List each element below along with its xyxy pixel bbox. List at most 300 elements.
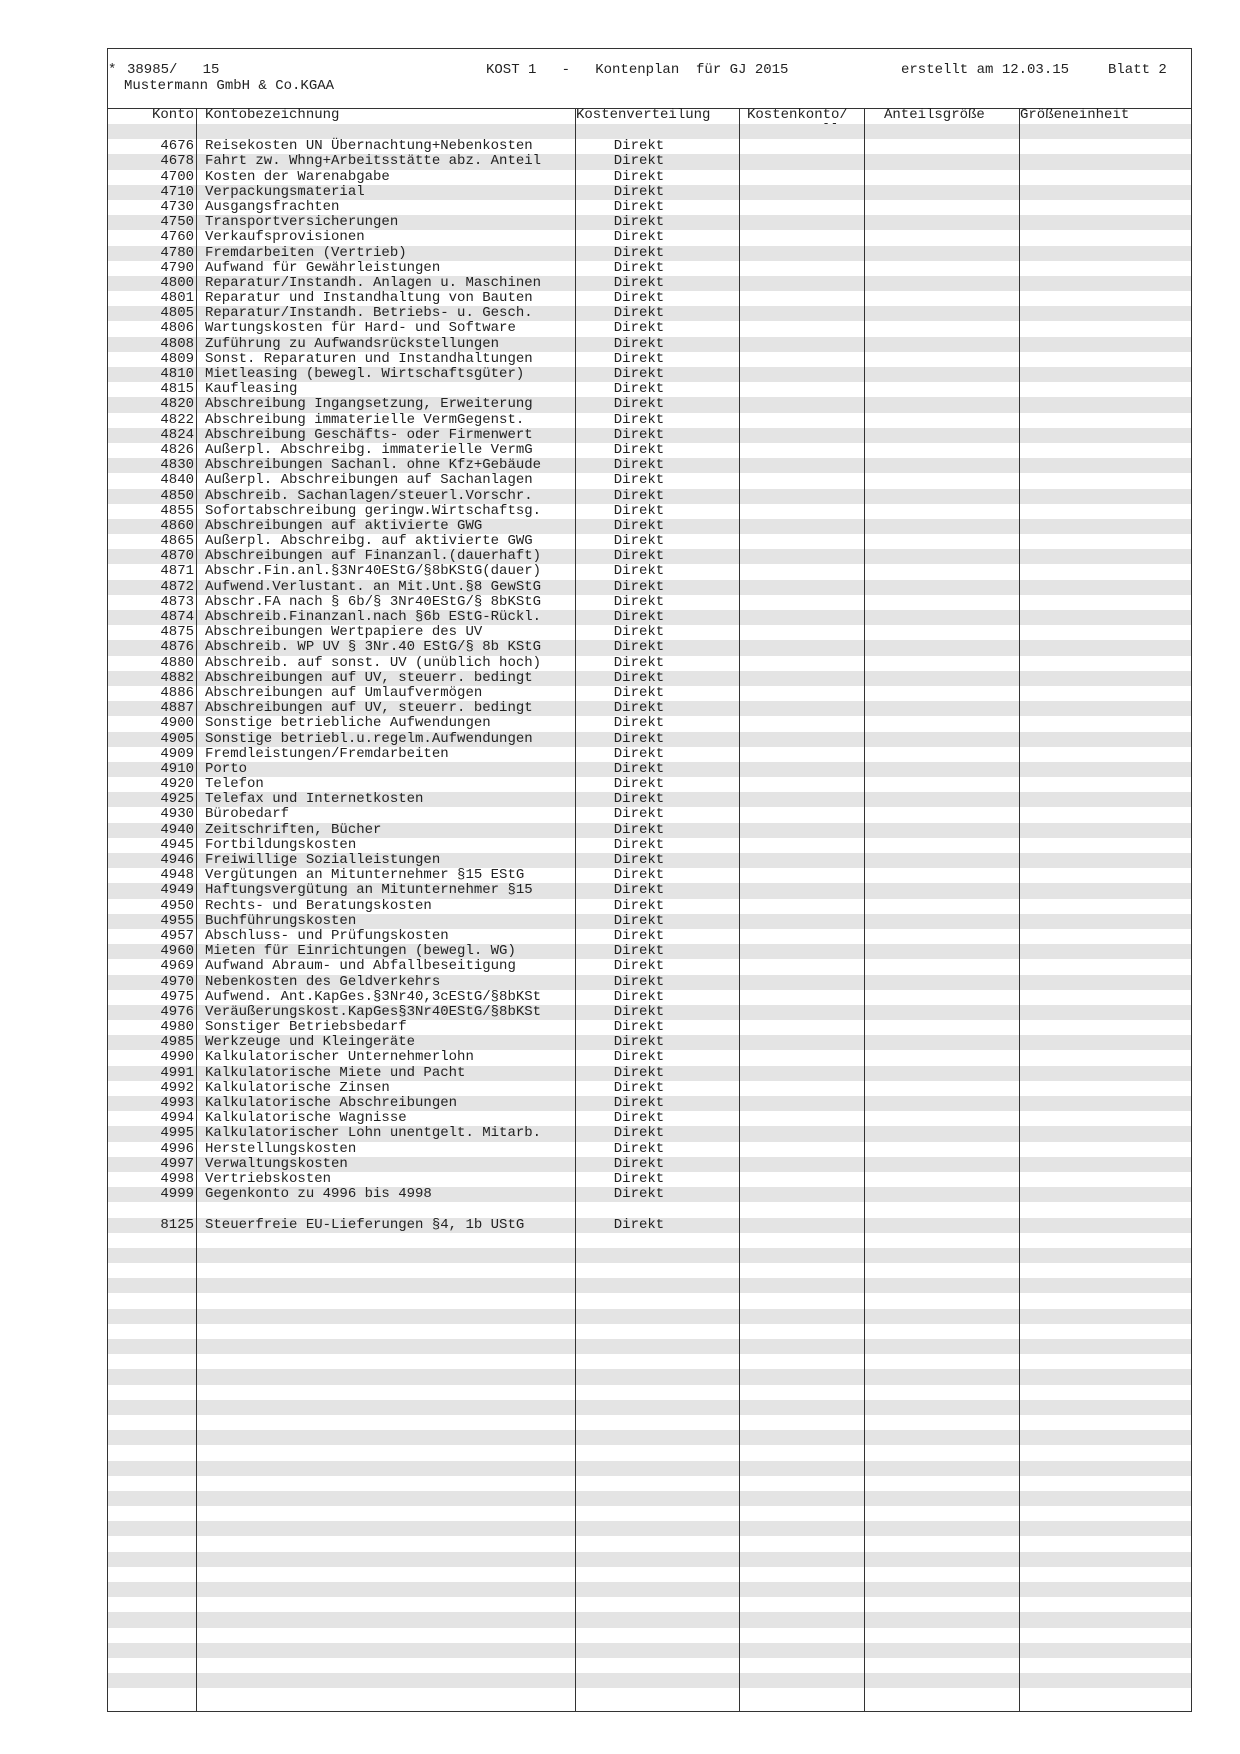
account-name: Fremdarbeiten (Vertrieb) (205, 244, 407, 261)
account-number: 4815 (160, 381, 194, 398)
table-row (108, 306, 1191, 321)
cost-distribution: Direkt (613, 1095, 665, 1111)
table-row (108, 1263, 1191, 1278)
cost-distribution: Direkt (613, 563, 665, 580)
account-name: Zeitschriften, Bücher (205, 821, 382, 838)
table-row (108, 1081, 1191, 1096)
account-name: Transportversicherungen (205, 214, 399, 231)
account-name: Abschreib. auf sonst. UV (unüblich hoch) (205, 654, 542, 671)
table-row (108, 823, 1191, 838)
account-number: 4930 (160, 806, 194, 823)
cost-distribution: Direkt (613, 1110, 665, 1127)
account-name: Vergütungen an Mitunternehmer §15 EStG (205, 867, 525, 884)
created-date: erstellt am 12.03.15 (901, 62, 1070, 78)
cost-distribution: Direkt (613, 1155, 665, 1172)
table-row (108, 580, 1191, 595)
table-row (108, 1035, 1191, 1050)
table-row (108, 261, 1191, 276)
account-table (108, 124, 1191, 1704)
table-row (108, 701, 1191, 716)
cost-distribution: Direkt (613, 1125, 665, 1142)
cost-distribution: Direkt (613, 715, 665, 732)
table-row (108, 1400, 1191, 1415)
account-name: Abschreibung Ingangsetzung, Erweiterung (205, 396, 533, 413)
account-number: 4999 (160, 1186, 194, 1203)
table-row (108, 1582, 1191, 1597)
cost-distribution: Direkt (613, 988, 665, 1005)
table-row (108, 1385, 1191, 1400)
cost-distribution: Direkt (613, 335, 665, 352)
account-name: Abschreib. Sachanlagen/steuerl.Vorschr. (205, 487, 533, 504)
cost-distribution: Direkt (613, 776, 665, 793)
account-number: 4876 (160, 639, 194, 656)
col-verteilung: Kostenverteilung (576, 107, 711, 123)
account-number: 4887 (160, 700, 194, 717)
account-name: Aufwand für Gewährleistungen (205, 259, 441, 276)
table-row (108, 1673, 1191, 1688)
table-row (108, 807, 1191, 822)
account-number: 4790 (160, 259, 194, 276)
account-number: 4871 (160, 563, 194, 580)
cost-distribution: Direkt (613, 1049, 665, 1066)
cost-distribution: Direkt (613, 669, 665, 686)
table-row (108, 1324, 1191, 1339)
account-name: Abschreibungen auf UV, steuerr. bedingt (205, 669, 533, 686)
cost-distribution: Direkt (613, 700, 665, 717)
account-number: 4976 (160, 1003, 194, 1020)
table-row (108, 534, 1191, 549)
account-number: 4950 (160, 897, 194, 914)
account-name: Abschreibungen auf aktivierte GWG (205, 517, 483, 534)
table-row (108, 1172, 1191, 1187)
cost-distribution: Direkt (613, 806, 665, 823)
cost-distribution: Direkt (613, 897, 665, 914)
table-row (108, 1597, 1191, 1612)
account-name: Abschreibungen Wertpapiere des UV (205, 624, 483, 641)
cost-distribution: Direkt (613, 1140, 665, 1157)
account-name: Abschreibung Geschäfts- oder Firmenwert (205, 426, 533, 443)
cost-distribution: Direkt (613, 654, 665, 671)
table-row (108, 853, 1191, 868)
table-row (108, 1309, 1191, 1324)
account-name: Kalkulatorische Miete und Pacht (205, 1064, 466, 1081)
table-row (108, 975, 1191, 990)
divider-konto (196, 108, 197, 1712)
account-name: Mieten für Einrichtungen (bewegl. WG) (205, 943, 516, 960)
account-number: 4909 (160, 745, 194, 762)
account-name: Außerpl. Abschreibg. immaterielle VermG (205, 441, 533, 458)
account-name: Reparatur/Instandh. Anlagen u. Maschinen (205, 274, 542, 291)
account-number: 4760 (160, 229, 194, 246)
cost-distribution: Direkt (613, 396, 665, 413)
table-row (108, 914, 1191, 929)
table-row (108, 595, 1191, 610)
cost-distribution: Direkt (613, 229, 665, 246)
cost-distribution: Direkt (613, 791, 665, 808)
cost-distribution: Direkt (613, 1216, 665, 1233)
account-name: Kaufleasing (205, 381, 298, 398)
col-konto: Konto (152, 107, 195, 123)
cost-distribution: Direkt (613, 1079, 665, 1096)
account-name: Porto (205, 760, 248, 777)
account-name: Nebenkosten des Geldverkehrs (205, 973, 441, 990)
table-row (108, 1521, 1191, 1536)
table-row (108, 1126, 1191, 1141)
table-row (108, 959, 1191, 974)
table-row (108, 397, 1191, 412)
account-name: Haftungsvergütung an Mitunternehmer §15 (205, 882, 533, 899)
account-name: Fahrt zw. Whng+Arbeitsstätte abz. Anteil (205, 153, 542, 170)
table-row (108, 1628, 1191, 1643)
table-row (108, 489, 1191, 504)
table-row (108, 1050, 1191, 1065)
account-name: Freiwillige Sozialleistungen (205, 852, 441, 868)
cost-distribution: Direkt (613, 548, 665, 565)
table-row (108, 1278, 1191, 1293)
account-name: Sofortabschreibung geringw.Wirtschaftsg. (205, 502, 542, 519)
table-row (108, 549, 1191, 564)
account-name: Buchführungskosten (205, 912, 357, 929)
account-number: 4850 (160, 487, 194, 504)
account-name: Sonstige betriebl.u.regelm.Aufwendungen (205, 730, 533, 747)
cost-distribution: Direkt (613, 153, 665, 170)
table-row (108, 185, 1191, 200)
account-name: Abschreibungen auf UV, steuerr. bedingt (205, 700, 533, 717)
account-name: Abschreib.Finanzanl.nach §6b EStG-Rückl. (205, 609, 542, 625)
account-name: Gegenkonto zu 4996 bis 4998 (205, 1186, 432, 1203)
cost-distribution: Direkt (613, 290, 665, 307)
table-row (108, 1476, 1191, 1491)
account-name: Verkaufsprovisionen (205, 229, 365, 246)
account-name: Reparatur und Instandhaltung von Bauten (205, 290, 533, 307)
table-row (108, 1142, 1191, 1157)
account-number: 4710 (160, 183, 194, 200)
table-row (108, 1066, 1191, 1081)
account-number: 4985 (160, 1034, 194, 1051)
account-name: Abschreibungen Sachanl. ohne Kfz+Gebäude (205, 457, 542, 474)
header-star: * (108, 62, 117, 78)
account-number: 4809 (160, 350, 194, 367)
cost-distribution: Direkt (613, 821, 665, 838)
table-row (108, 170, 1191, 185)
account-number: 4925 (160, 791, 194, 808)
account-number: 4945 (160, 836, 194, 853)
table-row (108, 428, 1191, 443)
account-name: Abschluss- und Prüfungskosten (205, 927, 449, 944)
table-row (108, 883, 1191, 898)
account-number: 4991 (160, 1064, 194, 1081)
cost-distribution: Direkt (613, 1019, 665, 1036)
divider-verteilung (739, 108, 740, 1712)
table-row (108, 1187, 1191, 1202)
account-number: 4874 (160, 609, 194, 625)
account-name: Abschr.FA nach § 6b/§ 3Nr40EStG/§ 8bKStG (205, 593, 542, 610)
cost-distribution: Direkt (613, 958, 665, 975)
account-number: 4810 (160, 366, 194, 382)
cost-distribution: Direkt (613, 1064, 665, 1081)
account-name: Ausgangsfrachten (205, 198, 340, 215)
account-number: 4870 (160, 548, 194, 565)
table-row (108, 1491, 1191, 1506)
account-name: Abschreibungen auf Umlaufvermögen (205, 684, 483, 701)
account-name: Zuführung zu Aufwandsrückstellungen (205, 335, 500, 352)
account-name: Verpackungsmaterial (205, 183, 365, 200)
account-number: 4994 (160, 1110, 194, 1127)
account-name: Fortbildungskosten (205, 836, 357, 853)
cost-distribution: Direkt (613, 214, 665, 231)
divider-bezeichnung (575, 108, 576, 1712)
account-number: 4824 (160, 426, 194, 443)
cost-distribution: Direkt (613, 381, 665, 398)
cost-distribution: Direkt (613, 533, 665, 550)
account-number: 4993 (160, 1095, 194, 1111)
cost-distribution: Direkt (613, 274, 665, 291)
account-number: 4780 (160, 244, 194, 261)
account-name: Reisekosten UN Übernachtung+Nebenkosten (205, 138, 533, 155)
account-name: Kalkulatorische Zinsen (205, 1079, 390, 1096)
cost-distribution: Direkt (613, 852, 665, 868)
account-name: Abschreibung immaterielle VermGegenst. (205, 411, 525, 428)
account-number: 4995 (160, 1125, 194, 1142)
table-row (108, 230, 1191, 245)
table-row (108, 1339, 1191, 1354)
table-row (108, 686, 1191, 701)
table-row (108, 352, 1191, 367)
table-row (108, 1111, 1191, 1126)
cost-distribution: Direkt (613, 593, 665, 610)
account-number: 4882 (160, 669, 194, 686)
account-number: 4826 (160, 441, 194, 458)
table-row (108, 899, 1191, 914)
account-number: 4998 (160, 1170, 194, 1187)
table-row (108, 747, 1191, 762)
table-row (108, 1688, 1191, 1703)
table-row (108, 1612, 1191, 1627)
cost-distribution: Direkt (613, 1003, 665, 1020)
account-name: Abschreib. WP UV § 3Nr.40 EStG/§ 8b KStG (205, 639, 542, 656)
table-row (108, 458, 1191, 473)
cost-distribution: Direkt (613, 472, 665, 489)
cost-distribution: Direkt (613, 305, 665, 322)
account-number: 4990 (160, 1049, 194, 1066)
table-row (108, 1415, 1191, 1430)
table-row (108, 1293, 1191, 1308)
cost-distribution: Direkt (613, 867, 665, 884)
table-row (108, 1354, 1191, 1369)
table-row (108, 1567, 1191, 1582)
account-number: 4830 (160, 457, 194, 474)
account-name: Außerpl. Abschreibg. auf aktivierte GWG (205, 533, 533, 550)
table-row (108, 367, 1191, 382)
account-number: 4801 (160, 290, 194, 307)
cost-distribution: Direkt (613, 517, 665, 534)
account-number: 4820 (160, 396, 194, 413)
cost-distribution: Direkt (613, 1186, 665, 1203)
cost-distribution: Direkt (613, 168, 665, 185)
cost-distribution: Direkt (613, 487, 665, 504)
cost-distribution: Direkt (613, 609, 665, 625)
account-name: Kosten der Warenabgabe (205, 168, 390, 185)
table-row (108, 929, 1191, 944)
cost-distribution: Direkt (613, 927, 665, 944)
account-number: 4949 (160, 882, 194, 899)
account-number: 4905 (160, 730, 194, 747)
account-number: 4948 (160, 867, 194, 884)
col-einheit: Größeneinheit (1020, 107, 1130, 123)
cost-distribution: Direkt (613, 973, 665, 990)
account-number: 4946 (160, 852, 194, 868)
table-row (108, 1157, 1191, 1172)
cost-distribution: Direkt (613, 684, 665, 701)
account-name: Aufwend.Verlustant. an Mit.Unt.§8 GewStG (205, 578, 542, 595)
table-row (108, 1369, 1191, 1384)
table-row (108, 1233, 1191, 1248)
account-number: 4980 (160, 1019, 194, 1036)
sheet-number: Blatt 2 (1108, 62, 1167, 78)
cost-distribution: Direkt (613, 882, 665, 899)
account-number: 4875 (160, 624, 194, 641)
account-number: 4872 (160, 578, 194, 595)
account-number: 4805 (160, 305, 194, 322)
account-number: 4997 (160, 1155, 194, 1172)
account-number: 4920 (160, 776, 194, 793)
cost-distribution: Direkt (613, 244, 665, 261)
table-row (108, 473, 1191, 488)
account-number: 4880 (160, 654, 194, 671)
cost-distribution: Direkt (613, 1170, 665, 1187)
table-row (108, 1202, 1191, 1217)
account-number: 4750 (160, 214, 194, 231)
account-name: Rechts- und Beratungskosten (205, 897, 432, 914)
table-row (108, 139, 1191, 154)
account-number: 4900 (160, 715, 194, 732)
table-row (108, 200, 1191, 215)
table-row (108, 443, 1191, 458)
table-row (108, 519, 1191, 534)
account-name: Vertriebskosten (205, 1170, 332, 1187)
account-number: 4840 (160, 472, 194, 489)
account-name: Kalkulatorische Abschreibungen (205, 1095, 458, 1111)
table-row (108, 215, 1191, 230)
account-number: 4808 (160, 335, 194, 352)
account-number: 4957 (160, 927, 194, 944)
table-row (108, 792, 1191, 807)
table-row (108, 1552, 1191, 1567)
account-number: 4676 (160, 138, 194, 155)
report-title: KOST 1 - Kontenplan für GJ 2015 (486, 62, 789, 78)
account-name: Kalkulatorischer Unternehmerlohn (205, 1049, 474, 1066)
table-row (108, 1643, 1191, 1658)
account-number: 4969 (160, 958, 194, 975)
table-row (108, 1536, 1191, 1551)
table-row (108, 1430, 1191, 1445)
account-number: 4800 (160, 274, 194, 291)
table-row (108, 1461, 1191, 1476)
table-row (108, 777, 1191, 792)
account-number: 4865 (160, 533, 194, 550)
table-row (108, 154, 1191, 169)
account-number: 4806 (160, 320, 194, 337)
table-row (108, 610, 1191, 625)
account-name: Sonstiger Betriebsbedarf (205, 1019, 407, 1036)
table-row (108, 246, 1191, 261)
account-name: Außerpl. Abschreibungen auf Sachanlagen (205, 472, 533, 489)
cost-distribution: Direkt (613, 624, 665, 641)
account-number: 4940 (160, 821, 194, 838)
table-row (108, 564, 1191, 579)
account-name: Steuerfreie EU-Lieferungen §4, 1b UStG (205, 1216, 525, 1233)
table-row (108, 868, 1191, 883)
table-row (108, 625, 1191, 640)
account-name: Werkzeuge und Kleingeräte (205, 1034, 416, 1051)
table-row (108, 291, 1191, 306)
account-name: Kalkulatorischer Lohn unentgelt. Mitarb. (205, 1125, 542, 1142)
cost-distribution: Direkt (613, 426, 665, 443)
table-row (108, 1218, 1191, 1233)
cost-distribution: Direkt (613, 320, 665, 337)
table-row (108, 321, 1191, 336)
table-row (108, 944, 1191, 959)
col-anteil: Anteilsgröße (884, 107, 985, 123)
account-name: Sonstige betriebliche Aufwendungen (205, 715, 491, 732)
cost-distribution: Direkt (613, 183, 665, 200)
table-row (108, 1658, 1191, 1673)
table-row (108, 1445, 1191, 1460)
account-number: 4873 (160, 593, 194, 610)
account-number: 4975 (160, 988, 194, 1005)
table-row (108, 838, 1191, 853)
account-name: Reparatur/Instandh. Betriebs- u. Gesch. (205, 305, 533, 322)
account-number: 4700 (160, 168, 194, 185)
account-name: Veräußerungskost.KapGes§3Nr40EStG/§8bKSt (205, 1003, 542, 1020)
account-name: Sonst. Reparaturen und Instandhaltungen (205, 350, 533, 367)
account-name: Bürobedarf (205, 806, 290, 823)
table-row (108, 382, 1191, 397)
cost-distribution: Direkt (613, 578, 665, 595)
cost-distribution: Direkt (613, 836, 665, 853)
divider-kostenkonto (864, 108, 865, 1712)
cost-distribution: Direkt (613, 198, 665, 215)
cost-distribution: Direkt (613, 502, 665, 519)
account-name: Aufwand Abraum- und Abfallbeseitigung (205, 958, 516, 975)
account-name: Wartungskosten für Hard- und Software (205, 320, 516, 337)
account-name: Telefon (205, 776, 264, 793)
cost-distribution: Direkt (613, 366, 665, 382)
cost-distribution: Direkt (613, 912, 665, 929)
account-name: Aufwend. Ant.KapGes.§3Nr40,3cEStG/§8bKSt (205, 988, 542, 1005)
cost-distribution: Direkt (613, 138, 665, 155)
col-kostenkonto: Kostenkonto/ (747, 107, 848, 123)
table-row (108, 1096, 1191, 1111)
account-number: 4678 (160, 153, 194, 170)
mandant-number: 38985/ 15 (127, 62, 220, 78)
cost-distribution: Direkt (613, 259, 665, 276)
cost-distribution: Direkt (613, 350, 665, 367)
account-number: 4996 (160, 1140, 194, 1157)
account-name: Verwaltungskosten (205, 1155, 348, 1172)
cost-distribution: Direkt (613, 760, 665, 777)
account-number: 4730 (160, 198, 194, 215)
table-row (108, 1248, 1191, 1263)
table-row (108, 413, 1191, 428)
account-name: Abschreibungen auf Finanzanl.(dauerhaft) (205, 548, 542, 565)
divider-anteil (1019, 108, 1020, 1712)
table-row (108, 716, 1191, 731)
table-row (108, 640, 1191, 655)
cost-distribution: Direkt (613, 441, 665, 458)
table-row (108, 276, 1191, 291)
table-row (108, 337, 1191, 352)
